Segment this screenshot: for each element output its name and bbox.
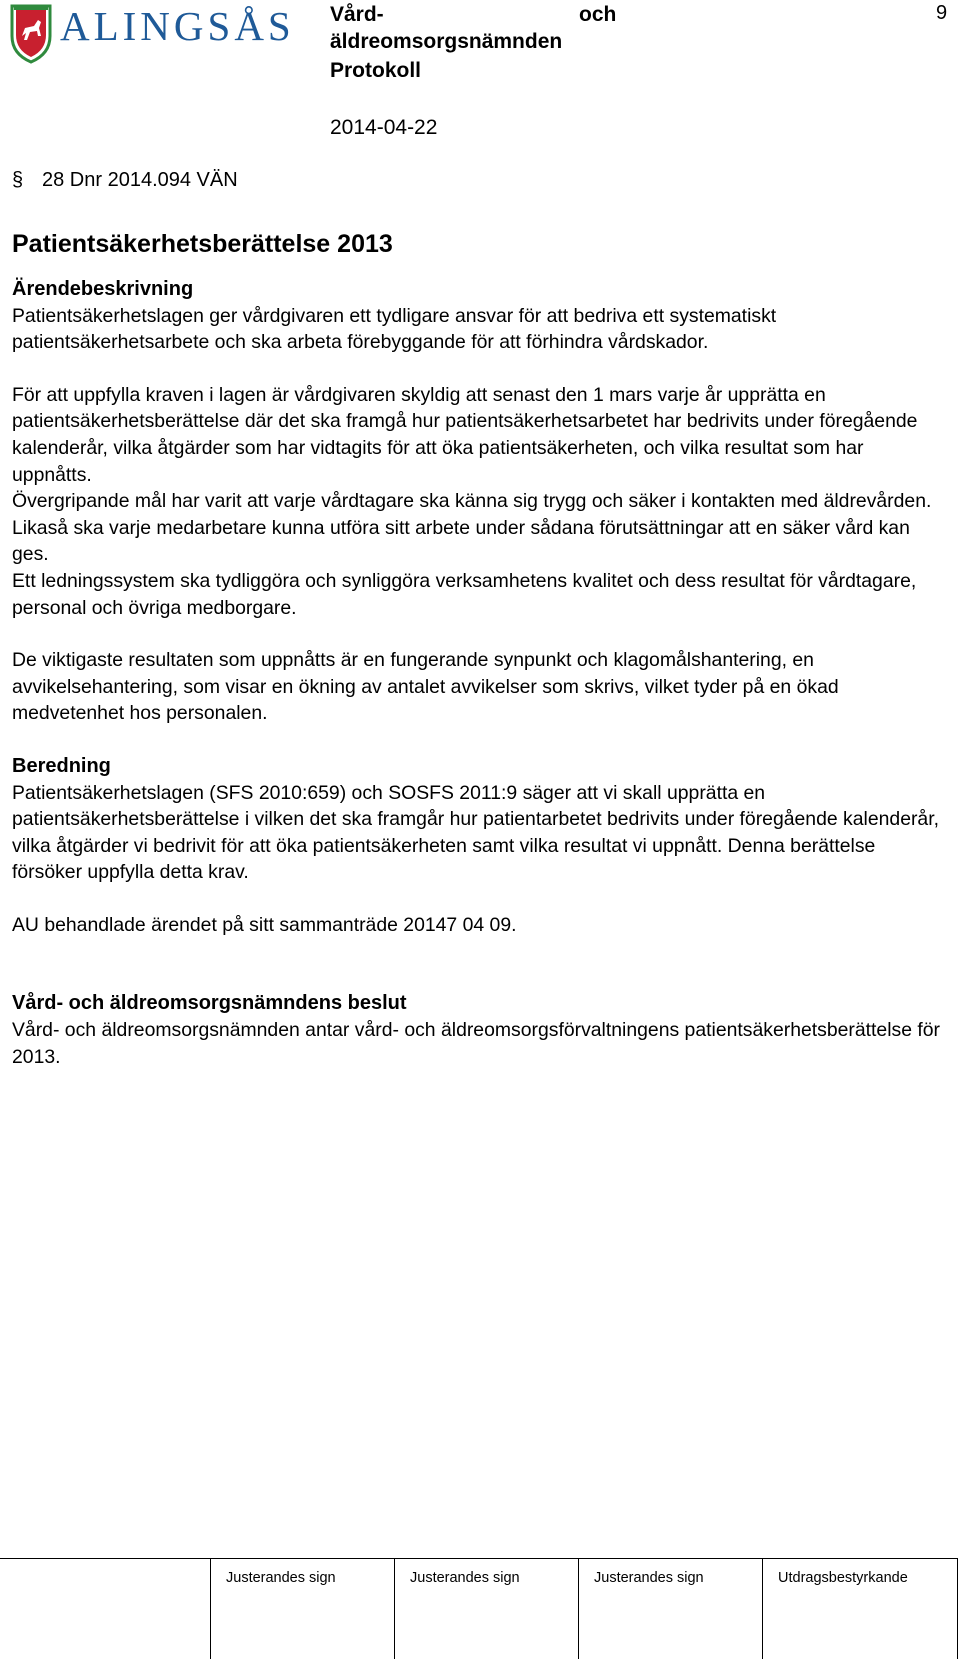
beredning-paragraph-2: AU behandlade ärendet på sitt sammanträde 20147 04 09. (12, 913, 517, 936)
section-symbol: § (12, 169, 24, 191)
extract-certified-field: Utdragsbestyrkande (778, 1570, 908, 1586)
alingsas-logo (8, 2, 298, 66)
committee-name-och: och (579, 3, 617, 26)
logo-wordmark: ALINGSÅS (60, 3, 295, 49)
footer-divider (394, 1558, 395, 1659)
document-body (12, 227, 942, 1070)
section-reference (12, 167, 238, 194)
document-type: Protokoll (330, 59, 422, 82)
alingsas-coat-of-arms-icon (8, 2, 54, 64)
meeting-date: 2014-04-22 (330, 116, 438, 139)
signature-field-2: Justerandes sign (410, 1570, 520, 1586)
footer-rule (0, 1558, 958, 1559)
signature-field-1: Justerandes sign (226, 1570, 336, 1586)
beredning-heading: Beredning (12, 754, 111, 777)
document-title: Patientsäkerhetsberättelse 2013 (12, 230, 393, 258)
footer-divider (578, 1558, 579, 1659)
committee-name-line2: äldreomsorgsnämnden (330, 30, 563, 53)
beslut-paragraph-1: Vård- och äldreomsorgsnämnden antar vård- och äldreomsorgsförvaltningens patientsäkerhetsberättelse för 2013. (12, 1019, 941, 1068)
signature-field-3: Justerandes sign (594, 1570, 704, 1586)
arende-paragraph-5: De viktigaste resultaten som uppnåtts är en fungerande synpunkt och klagomålshantering, en avvikelsehantering, som visar en ökning av antalet avvikelser som skrivs, vilket tyder på en ökad medvetenhet hos personalen. (12, 649, 839, 725)
footer-divider (210, 1558, 211, 1659)
page-number: 9 (936, 2, 948, 24)
footer-divider (957, 1558, 958, 1659)
footer-divider (762, 1558, 763, 1659)
beslut-heading: Vård- och äldreomsorgsnämndens beslut (12, 992, 407, 1015)
arende-paragraph-2: För att uppfylla kraven i lagen är vårdgivaren skyldig att senast den 1 mars varje år upprätta en patientsäkerhetsberättelse där det ska framgå hur patientsäkerhetsarbetet har bedrivits under föregående kalenderår, vilka åtgärder som har vidtagits för att öka patientsäkerheten, och vilka resultat som har uppnåtts. (12, 383, 918, 486)
arende-paragraph-3: Övergripande mål har varit att varje vårdtagare ska känna sig trygg och säker i kontakten med äldrevården. Likaså ska varje medarbetare kunna utföra sitt arbete under sådana förutsättningar att en säker vård kan ges. (12, 490, 932, 566)
beredning-paragraph-1: Patientsäkerhetslagen (SFS 2010:659) och SOSFS 2011:9 säger att vi skall upprätta en patientsäkerhetsberättelse i vilken det ska framgår hur patientarbetet bedrivits under föregående kalenderår, vilka åtgärder vi bedrivit för att öka patientsäkerheten samt vilka resultat vi uppnått. Denna berättelse försöker uppfylla detta krav. (12, 781, 939, 884)
arende-paragraph-4: Ett ledningssystem ska tydliggöra och synliggöra verksamhetens kvalitet och dess resultat för vårdtagare, personal och övriga medborgare. (12, 569, 917, 619)
committee-name-line1: Vård- (330, 3, 384, 26)
case-number: 28 Dnr 2014.094 VÄN (42, 169, 238, 191)
arende-paragraph-1: Patientsäkerhetslagen ger vårdgivaren ett tydligare ansvar för att bedriva ett systematiskt patientsäkerhetsarbete och ska arbeta förebyggande för att förhindra vårdskador. (12, 304, 777, 354)
arende-heading: Ärendebeskrivning (12, 278, 194, 300)
